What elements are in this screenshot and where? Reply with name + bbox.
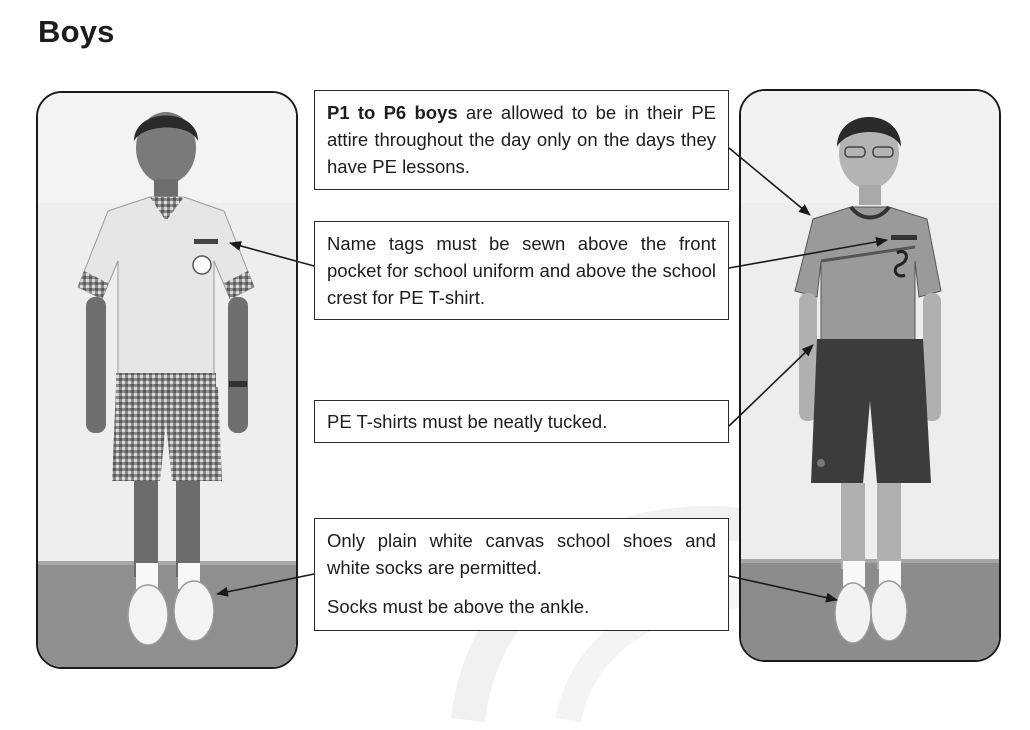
note-shoes-socks: [314, 518, 729, 631]
note-pe-attire-bold: P1 to P6 boys: [327, 102, 458, 123]
note-socks-text: Socks must be above the ankle.: [327, 596, 590, 617]
photo-pe-attire: [739, 89, 1001, 662]
note-tshirt-tucked-text: PE T-shirts must be neatly tucked.: [327, 411, 608, 432]
note-pe-attire-body: are allowed to be in their PE attire throughout the day only on the days they have PE lessons.: [327, 102, 716, 177]
note-shoes-text: Only plain white canvas school shoes and white socks are permitted.: [327, 530, 716, 578]
note-pe-attire-text: [327, 99, 716, 180]
note-name-tags: [314, 221, 729, 320]
page-title: Boys: [38, 14, 115, 49]
photo-school-uniform: [36, 91, 298, 669]
note-name-tags-text: Name tags must be sewn above the front pocket for school uniform and above the school crest for PE T-shirt.: [327, 233, 716, 308]
note-pe-attire: [314, 90, 729, 190]
note-tshirt-tucked: [314, 400, 729, 443]
